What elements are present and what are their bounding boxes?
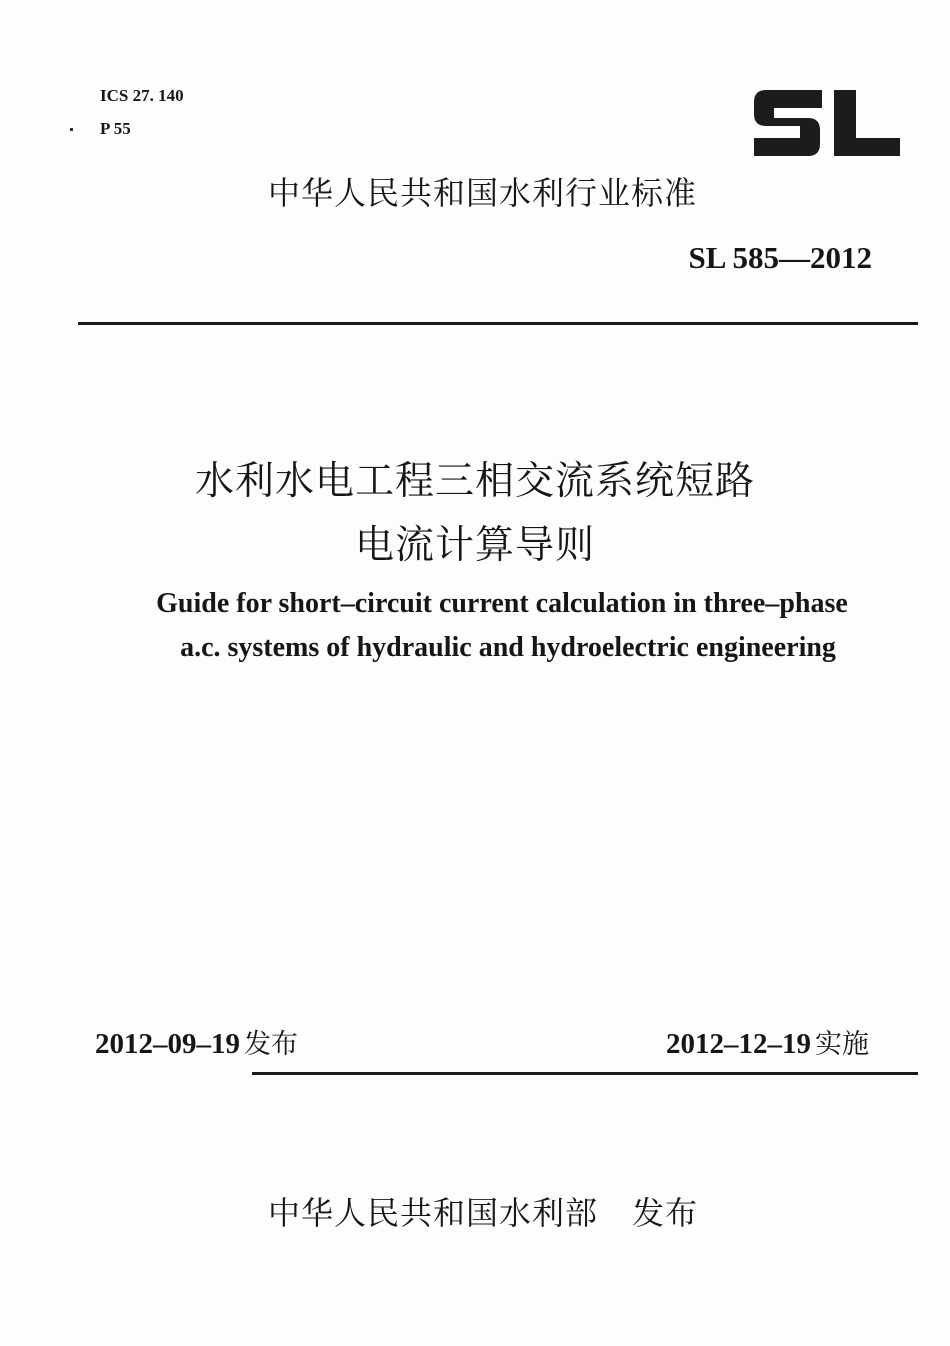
issue-date: 2012–09–19	[95, 1028, 240, 1060]
issuer-name: 中华人民共和国水利部	[268, 1194, 599, 1232]
industry-standard-title: 中华人民共和国水利行业标准	[268, 174, 698, 212]
effective-date: 2012–12–19	[666, 1028, 811, 1060]
date-divider	[252, 1072, 918, 1075]
title-zh-line1: 水利水电工程三相交流系统短路	[194, 459, 755, 504]
effective-label: 实施	[815, 1029, 869, 1060]
issue-label: 发布	[244, 1029, 298, 1060]
effective-date-block	[666, 1022, 869, 1061]
title-zh-line2: 电流计算导则	[354, 523, 595, 568]
standard-number: SL 585—2012	[688, 240, 872, 275]
title-en-line1: Guide for short–circuit current calculation in three–phase	[156, 588, 848, 619]
title-en-line2: a.c. systems of hydraulic and hydroelectric engineering	[180, 632, 836, 663]
issue-date-block	[95, 1022, 298, 1061]
classification-code: P 55	[100, 119, 131, 138]
sl-logo	[752, 84, 902, 162]
header-divider	[78, 322, 918, 325]
speck-dot	[70, 128, 73, 131]
ics-code: ICS 27. 140	[100, 86, 184, 105]
publisher-line	[268, 1188, 698, 1234]
publisher-issue-label: 发布	[632, 1194, 699, 1232]
